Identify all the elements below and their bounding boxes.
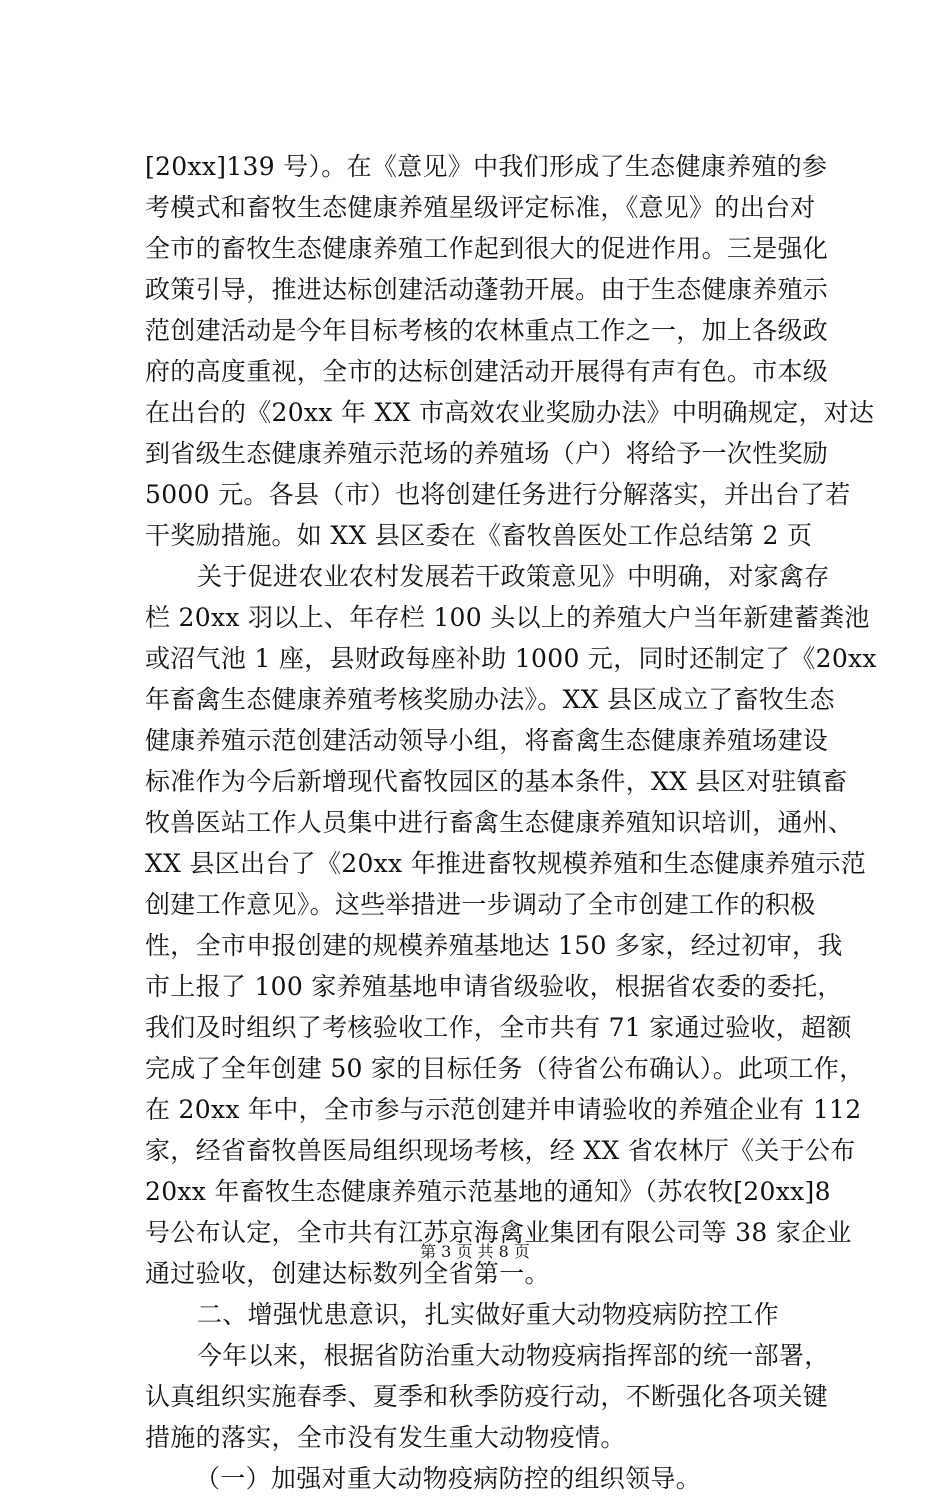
text-line: 通过验收，创建达标数列全省第一。 [145, 1259, 550, 1288]
text-line: 完成了全年创建 50 家的目标任务（待省公布确认）。此项工作， [145, 1054, 865, 1083]
text-line: 考模式和畜牧生态健康养殖星级评定标准，《意见》的出台对 [145, 193, 816, 222]
text-line: 府的高度重视，全市的达标创建活动开展得有声有色。市本级 [145, 357, 829, 386]
text-line: 牧兽医站工作人员集中进行畜禽生态健康养殖知识培训，通州、 [145, 808, 854, 837]
text-line: 到省级生态健康养殖示范场的养殖场（户）将给予一次性奖励 [145, 439, 829, 468]
text-line: 标准作为今后新增现代畜牧园区的基本条件，XX 县区对驻镇畜 [145, 767, 848, 796]
text-line: 号公布认定，全市共有江苏京海禽业集团有限公司等 38 家企业 [145, 1218, 852, 1247]
text-line: 5000 元。各县（市）也将创建任务进行分解落实，并出台了若 [145, 480, 851, 509]
text-line: 市上报了 100 家养殖基地申请省级验收，根据省农委的委托， [145, 972, 843, 1001]
text-line: 性，全市申报创建的规模养殖基地达 150 多家，经过初审，我 [145, 931, 843, 960]
text-line: 认真组织实施春季、夏季和秋季防疫行动，不断强化各项关键 [145, 1382, 829, 1411]
paragraph-start-line: 关于促进农业农村发展若干政策意见》中明确，对家禽存 [197, 562, 830, 591]
text-line: 政策引导，推进达标创建活动蓬勃开展。由于生态健康养殖示 [145, 275, 829, 304]
text-line: 在 20xx 年中，全市参与示范创建并申请验收的养殖企业有 112 [145, 1095, 862, 1124]
text-line: 家，经省畜牧兽医局组织现场考核，经 XX 省农林厅《关于公布 [145, 1136, 856, 1165]
text-line: XX 县区出台了《20xx 年推进畜牧规模养殖和生态健康养殖示范 [145, 849, 867, 878]
text-line: 干奖励措施。如 XX 县区委在《畜牧兽医处工作总结第 2 页 [145, 521, 813, 550]
paragraph-start-line: 今年以来，根据省防治重大动物疫病指挥部的统一部署， [197, 1341, 830, 1370]
body-text [145, 146, 877, 1499]
text-line: [20xx]139 号）。在《意见》中我们形成了生态健康养殖的参 [145, 152, 828, 181]
text-line: 健康养殖示范创建活动领导小组，将畜禽生态健康养殖场建设 [145, 726, 829, 755]
text-line: 范创建活动是今年目标考核的农林重点工作之一，加上各级政 [145, 316, 829, 345]
section-heading: 二、增强忧患意识，扎实做好重大动物疫病防控工作 [197, 1300, 779, 1329]
text-line: 或沼气池 1 座，县财政每座补助 1000 元，同时还制定了《20xx [145, 644, 877, 673]
text-line: 创建工作意见》。这些举措进一步调动了全市创建工作的积极 [145, 890, 816, 919]
text-line: 措施的落实，全市没有发生重大动物疫情。 [145, 1423, 626, 1452]
text-line: 全市的畜牧生态健康养殖工作起到很大的促进作用。三是强化 [145, 234, 829, 263]
text-line: 在出台的《20xx 年 XX 市高效农业奖励办法》中明确规定，对达 [145, 398, 875, 427]
subsection-heading: （一）加强对重大动物疫病防控的组织领导。 [195, 1464, 702, 1493]
page-footer: 第 3 页 共 8 页 [420, 1242, 530, 1261]
text-line: 20xx 年畜牧生态健康养殖示范基地的通知》（苏农牧[20xx]8 [145, 1177, 831, 1206]
text-line: 我们及时组织了考核验收工作，全市共有 71 家通过验收，超额 [145, 1013, 852, 1042]
text-line: 年畜禽生态健康养殖考核奖励办法》。XX 县区成立了畜牧生态 [145, 685, 835, 714]
text-line: 栏 20xx 羽以上、年存栏 100 头以上的养殖大户当年新建蓄粪池 [145, 603, 870, 632]
